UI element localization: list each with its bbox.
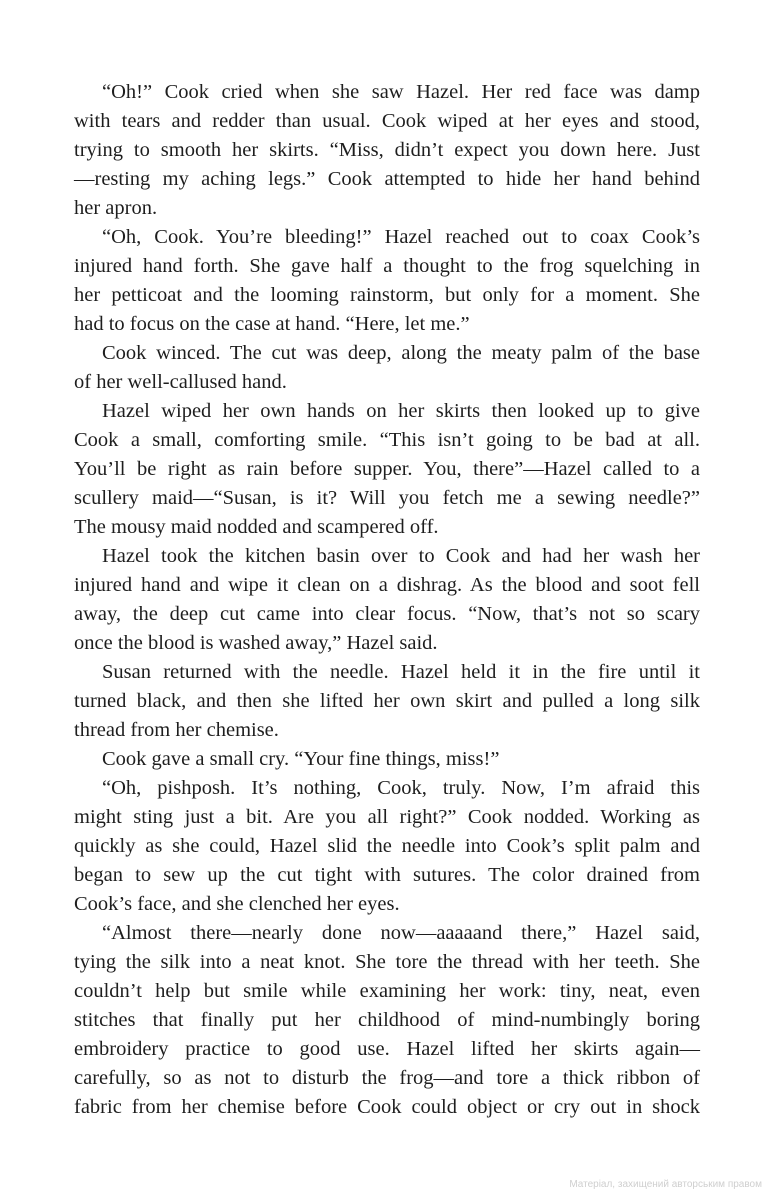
text-line: away, the deep cut came into clear focus. “Now, that’s not so scary [74,603,700,625]
text-line: Hazel wiped her own hands on her skirts then looked up to give [102,400,700,422]
text-line: You’ll be right as rain before supper. You, there”—Hazel called to a [74,458,700,480]
text-line: had to focus on the case at hand. “Here, let me.” [74,313,470,335]
text-line: quickly as she could, Hazel slid the needle into Cook’s split palm and [74,835,700,857]
text-line: Cook’s face, and she clenched her eyes. [74,893,400,915]
text-line: once the blood is washed away,” Hazel said. [74,632,438,654]
text-line: Cook a small, comforting smile. “This isn’t going to be bad at all. [74,429,700,451]
text-line: carefully, so as not to disturb the frog—and tore a thick ribbon of [74,1067,700,1089]
text-line: Hazel took the kitchen basin over to Cook and had her wash her [102,545,700,567]
text-line: “Oh, Cook. You’re bleeding!” Hazel reached out to coax Cook’s [102,226,700,248]
text-line: Cook winced. The cut was deep, along the meaty palm of the base [102,342,700,364]
text-line: “Oh!” Cook cried when she saw Hazel. Her red face was damp [102,81,700,103]
book-page-text [74,78,700,1122]
text-line: her petticoat and the looming rainstorm, but only for a moment. She [74,284,700,306]
text-line: trying to smooth her skirts. “Miss, didn’t expect you down here. Just [74,139,700,161]
text-line: might sting just a bit. Are you all right?” Cook nodded. Working as [74,806,700,828]
text-line: Susan returned with the needle. Hazel held it in the fire until it [102,661,700,683]
text-line: turned black, and then she lifted her own skirt and pulled a long silk [74,690,700,712]
text-line: injured hand forth. She gave half a thought to the frog squelching in [74,255,700,277]
text-line: “Oh, pishposh. It’s nothing, Cook, truly. Now, I’m afraid this [102,777,700,799]
copyright-watermark: Матеріал, захищений авторським правом [569,1179,762,1190]
text-line: tying the silk into a neat knot. She tore the thread with her teeth. She [74,951,700,973]
text-line: began to sew up the cut tight with sutures. The color drained from [74,864,700,886]
text-line: thread from her chemise. [74,719,279,741]
text-line: Cook gave a small cry. “Your fine things, miss!” [102,748,500,770]
text-line: with tears and redder than usual. Cook wiped at her eyes and stood, [74,110,700,132]
text-line: her apron. [74,197,158,219]
text-line: scullery maid—“Susan, is it? Will you fetch me a sewing needle?” [74,487,700,509]
text-line: stitches that finally put her childhood of mind-numbingly boring [74,1009,700,1031]
text-line: The mousy maid nodded and scampered off. [74,516,439,538]
text-line: embroidery practice to good use. Hazel lifted her skirts again— [74,1038,700,1060]
text-line: “Almost there—nearly done now—aaaaand there,” Hazel said, [102,922,700,944]
text-line: fabric from her chemise before Cook could object or cry out in shock [74,1096,700,1118]
text-line: of her well-callused hand. [74,371,287,393]
text-line: injured hand and wipe it clean on a dishrag. As the blood and soot fell [74,574,700,596]
text-line: couldn’t help but smile while examining her work: tiny, neat, even [74,980,700,1002]
text-line: —resting my aching legs.” Cook attempted to hide her hand behind [74,168,700,190]
